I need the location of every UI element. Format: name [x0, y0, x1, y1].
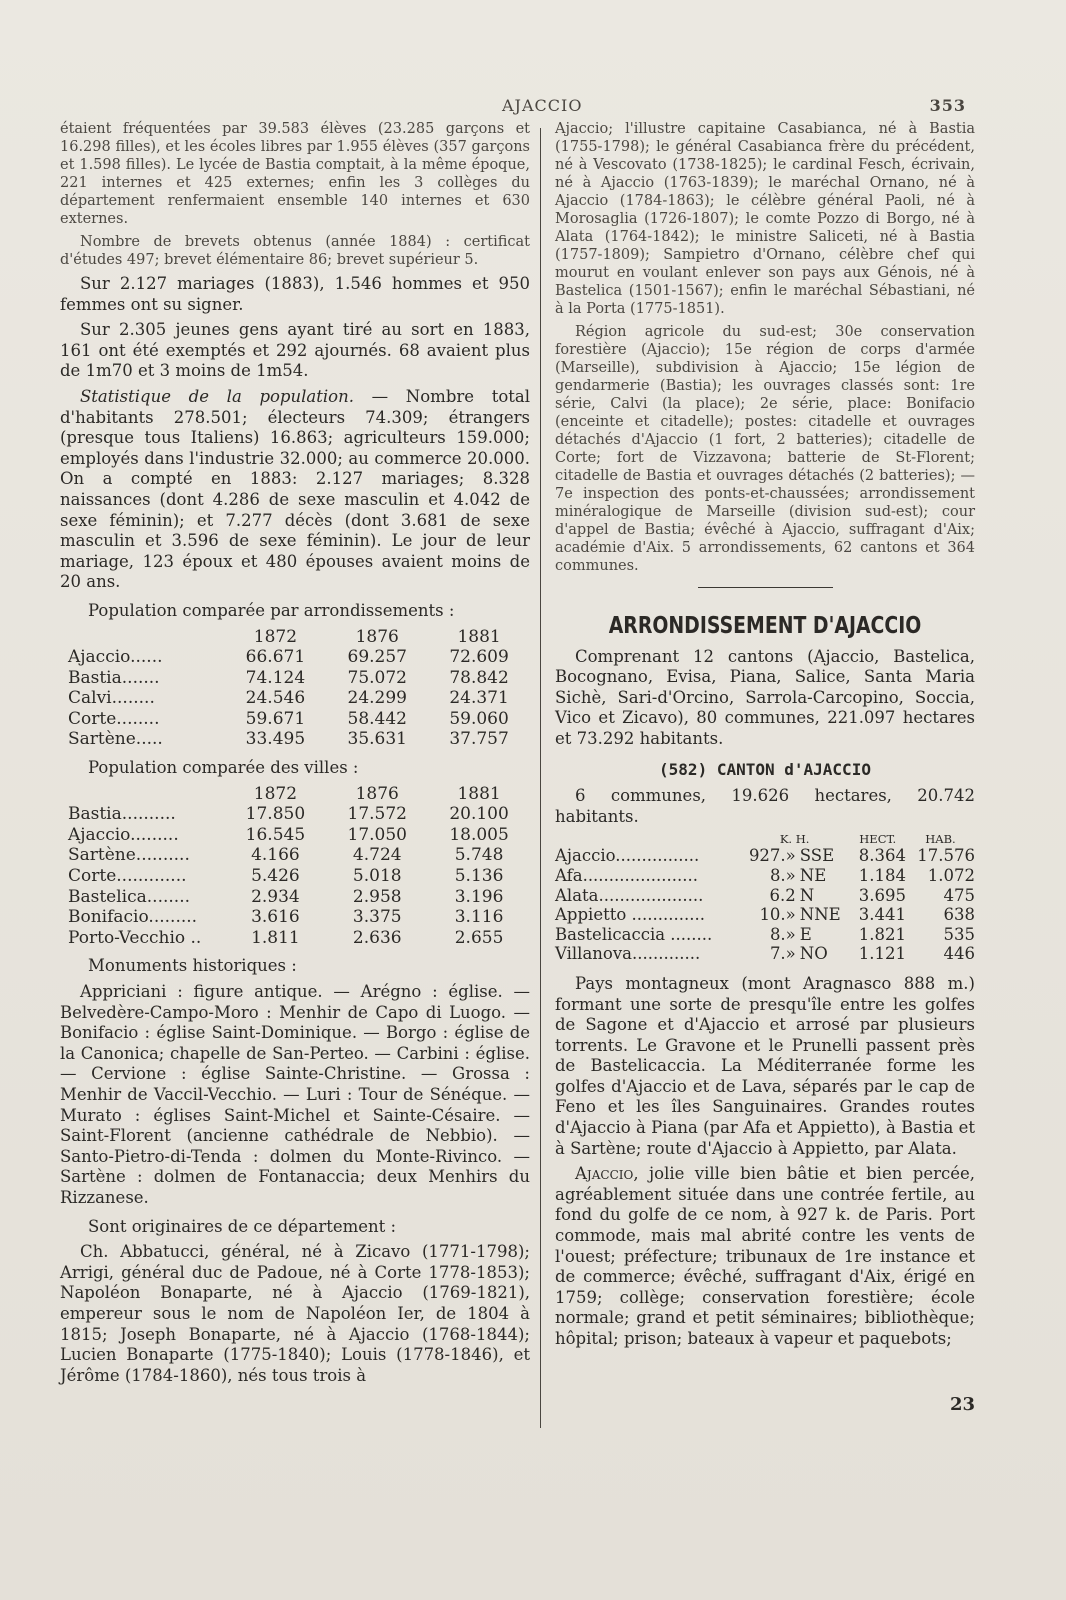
table-row: Porto-Vecchio .. 1.811 2.636 2.655	[68, 927, 504, 948]
hab-header: HAB.	[925, 832, 956, 847]
mariages-paragraph: Sur 2.127 mariages (1883), 1.546 hommes et 950 femmes ont su signer.	[60, 274, 530, 314]
monuments-title: Monuments historiques :	[88, 956, 297, 976]
year-header: 1872	[253, 626, 298, 647]
villes-table-title: Population comparée des villes :	[88, 758, 359, 778]
monuments-paragraph: Appriciani : figure antique. — Arégno : église. — Belvedère-Campo-Moro : Menhir de Capo di Luogo. — Bonifacio : église Saint-Dominique. — Borgo : église de la Canonica; chapelle de San-Perteo. — Carbini : église. — Cervione : église Sainte-Christine. — Grossa : Menhir de Vaccil-Vecchio. — Luri : Tour de Sénéque. — Murato : églises Saint-Michel et Sainte-Césaire. — Saint-Florent (ancienne cathédrale de Nebbio). — Santo-Pietro-di-Tenda : dolmen du Monte-Rivinco. — Sartène : dolmen de Fontanaccia; deux Menhirs du Rizzanese.	[60, 982, 530, 1207]
table-row: Villanova............. 7.» NO 1.121 446	[555, 944, 975, 964]
signature-mark: 23	[950, 1394, 976, 1415]
table-row: Bastelica........ 2.934 2.958 3.196	[68, 886, 504, 907]
canton-title: (582) CANTON d'AJACCIO	[659, 759, 871, 779]
table-row: Appietto .............. 10.» NNE 3.441 638	[555, 905, 975, 925]
originaires-paragraph: Ch. Abbatucci, général, né à Zicavo (1771-1798); Arrigi, général duc de Padoue, né à Corte 1778-1853); Napoléon Bonaparte, né à Ajaccio (1769-1821), empereur sous le nom de Napoléon Ier, de 1804 à 1815; Joseph Bonaparte, né à Ajaccio (1768-1844); Lucien Bonaparte (1775-1840); Louis (1778-1846), et Jérôme (1784-1860), nés tous trois à	[60, 1242, 530, 1385]
brevets-paragraph: Nombre de brevets obtenus (année 1884) : certificat d'études 497; brevet élémentaire 86; brevet supérieur 5.	[60, 234, 530, 268]
villes-table	[60, 784, 530, 949]
ajaccio-paragraph	[555, 1164, 975, 1349]
arrondissement-title: ARRONDISSEMENT D'AJACCIO	[608, 613, 922, 639]
table-row: Bastelicaccia ........ 8.» E 1.821 535	[555, 924, 975, 944]
table-row: Calvi........ 24.546 24.299 24.371	[68, 688, 509, 709]
column-divider	[540, 128, 541, 1428]
year-header: 1876	[355, 626, 399, 647]
section-rule	[698, 587, 833, 588]
arr-table-title: Population comparée par arrondissements :	[88, 600, 455, 620]
table-row: Corte............. 5.426 5.018 5.136	[68, 866, 504, 887]
table-row: Afa...................... 8.» NE 1.184 1.072	[555, 865, 975, 885]
table-row: Ajaccio...... 66.671 69.257 72.609	[68, 647, 509, 668]
left-column	[60, 120, 530, 1391]
region-paragraph: Région agricole du sud-est; 30e conservation forestière (Ajaccio); 15e région de corps d'armée (Marseille), subdivision à Ajaccio; 15e légion de gendarmerie (Bastia); les ouvrages classés sont: 1re série, Calvi (la place); 2e série, place: Bonifacio (enceinte et citadelle); postes: citadelle et ouvrages détachés d'Ajaccio (1 fort, 2 batteries); citadelle de Corte; fort de Vizzavona; batterie de St-Florent; citadelle de Bastia et ouvrages détachés (2 batteries); — 7e inspection des ponts-et-chaussées; arrondissement minéralogique de Marseille (division sud-est); cour d'appel de Bastia; évêché à Ajaccio, suffragant d'Aix; académie d'Aix. 5 arrondissements, 62 cantons et 364 communes.	[555, 324, 975, 574]
arrondissement-table	[60, 627, 530, 751]
ajaccio-text: jolie ville bien bâtie et bien percée, agréablement située dans une contrée fertile, au fond du golfe de ce nom, à 927 k. de Paris. Port commode, mais mal abrité contre les vents de l'ouest; préfecture; tribunaux de 1re instance et de commerce; évêché, suffragant d'Aix, érigé en 1759; collège; conservation forestière; école normale; grand et petit séminaires; bibliothèque; hôpital; prison; bateaux à vapeur et paquebots;	[555, 1164, 975, 1348]
statistique-paragraph	[60, 387, 530, 593]
table-row: Sartène..... 33.495 35.631 37.757	[68, 729, 509, 750]
hect-header: HECT.	[859, 832, 897, 847]
statistique-text: — Nombre total d'habitants 278.501; électeurs 74.309; étrangers (presque tous Italiens) 16.863; agriculteurs 159.000; employés dans l'industrie 32.000; au commerce 20.000. On a compté en 1883: 2.127 mariages; 8.328 naissances (dont 4.286 de sexe masculin et 4.042 de sexe féminin); et 7.277 décès (dont 3.681 de sexe masculin et 3.596 de sexe féminin). Le jour de leur mariage, 123 époux et 480 épouses avaient moins de 20 ans.	[60, 386, 531, 592]
running-header	[0, 96, 1066, 118]
ajaccio-lead: Ajaccio,	[575, 1164, 639, 1184]
table-row: Bastia.......... 17.850 17.572 20.100	[68, 804, 509, 825]
comprenant-paragraph: Comprenant 12 cantons (Ajaccio, Bastelica, Bocognano, Evisa, Piana, Salice, Santa Maria Sichè, Sari-d'Orcino, Sarrola-Carcopino, Soccia, Vico et Zicavo), 80 communes, 221.097 hectares et 73.292 habitants.	[555, 646, 975, 748]
year-header: 1881	[457, 626, 501, 647]
canton-summary: 6 communes, 19.626 hectares, 20.742 habitants.	[555, 786, 975, 826]
right-column	[555, 120, 975, 1355]
table-row: Corte........ 59.671 58.442 59.060	[68, 708, 509, 729]
table-row: Bonifacio......... 3.616 3.375 3.116	[68, 907, 504, 928]
year-header: 1872	[253, 783, 298, 804]
statistique-title: Statistique de la population.	[80, 386, 354, 406]
originaires-title: Sont originaires de ce département :	[88, 1216, 397, 1236]
table-row: Ajaccio................ 927.» SSE 8.364 17.576	[555, 846, 975, 866]
table-row: Bastia....... 74.124 75.072 78.842	[68, 667, 509, 688]
table-row: Sartène.......... 4.166 4.724 5.748	[68, 845, 504, 866]
page-number: 353	[929, 96, 966, 115]
kh-header: K. H.	[779, 832, 810, 847]
table-row: Alata.................... 6.2 N 3.695 475	[555, 885, 975, 905]
year-header: 1881	[457, 783, 501, 804]
canton-table	[555, 832, 975, 964]
running-title: AJACCIO	[502, 96, 583, 115]
schools-paragraph: étaient fréquentées par 39.583 élèves (23.285 garçons et 16.298 filles), et les écoles libres par 1.955 élèves (357 garçons et 1.598 filles). Le lycée de Bastia comptait, à la même époque, 221 internes et 425 externes; enfin les 3 collèges du département renfermaient ensemble 140 internes et 630 externes.	[60, 121, 530, 227]
table-row: Ajaccio......... 16.545 17.050 18.005	[68, 824, 509, 845]
pays-paragraph: Pays montagneux (mont Aragnasco 888 m.) formant une sorte de presqu'île entre les golfes de Sagone et d'Ajaccio et arrosé par plusieurs torrents. Le Gravone et le Prunelli passent près de Bastelicaccia. La Méditerranée forme les golfes d'Ajaccio et de Lava, séparés par le cap de Feno et les îles Sanguinaires. Grandes routes d'Ajaccio à Piana (par Afa et Appietto), à Bastia et à Sartène; route d'Ajaccio à Appietto, par Alata.	[555, 973, 975, 1158]
year-header: 1876	[355, 783, 399, 804]
originaires-continued: Ajaccio; l'illustre capitaine Casabianca, né à Bastia (1755-1798); le général Casabianca frère du précédent, né à Vescovato (1738-1825); le cardinal Fesch, écrivain, né à Ajaccio (1763-1839); le maréchal Ornano, né à Ajaccio (1784-1863); le célèbre général Paoli, né à Morosaglia (1726-1807); le comte Pozzo di Borgo, né à Alata (1764-1842); le ministre Saliceti, né à Bastia (1757-1809); Sampietro d'Ornano, célèbre chef qui mourut en voulant enlever son pays aux Génois, né à Bastelica (1501-1567); enfin le maréchal Sébastiani, né à la Porta (1775-1851).	[555, 121, 975, 317]
recrues-paragraph: Sur 2.305 jeunes gens ayant tiré au sort en 1883, 161 ont été exemptés et 292 ajournés. 68 avaient plus de 1m70 et 3 moins de 1m54.	[60, 320, 530, 381]
